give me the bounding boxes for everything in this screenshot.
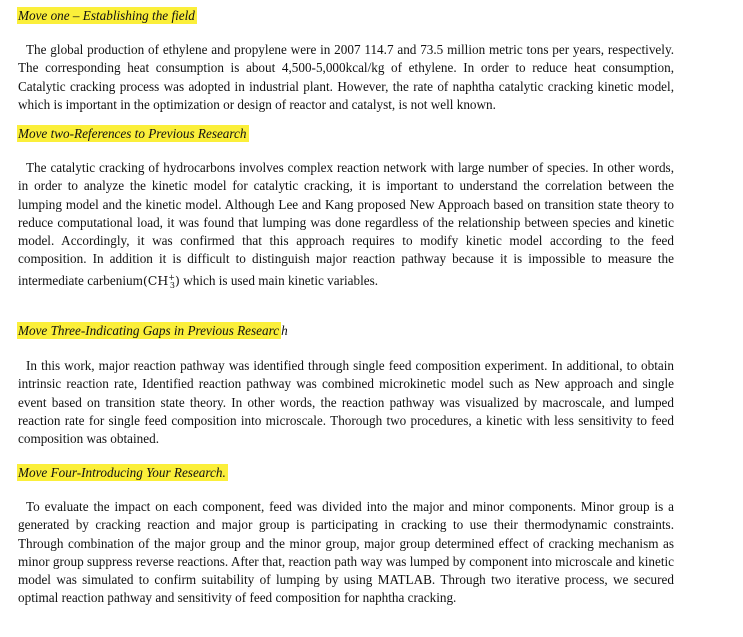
section-heading-move-two (17, 126, 249, 142)
formula-close-paren: ) (175, 272, 180, 288)
section-heading-move-three (17, 323, 288, 339)
section-heading-move-one (17, 8, 197, 24)
section-heading-move-four (17, 465, 228, 481)
heading-highlight: Move two-References to Previous Research (18, 126, 247, 141)
formula-open-paren: ( (142, 272, 148, 288)
formula-superscript: + (168, 272, 175, 282)
formula-subscript: 3 (169, 280, 176, 290)
heading-unhighlighted: h (281, 323, 288, 338)
paragraph-move-three: In this work, major reaction pathway was identified through single feed composition experiment. In additional, to obtain intrinsic reaction rate, Identified reaction pathway was combined microkinetic model such as New approach and single event based on transition state theory. In other words, the reaction pathway was visualized by macroscale, and lumped reaction rate for single feed composition into microscale. Thorough two procedures, a kinetic with less sensitivity to feed composition was obtained. (18, 358, 674, 447)
heading-highlight: Move Four-Introducing Your Research. (18, 465, 226, 480)
paragraph-text: The catalytic cracking of hydrocarbons involves complex reaction network with large number of species. In other words, in order to analyze the kinetic model for catalytic cracking, it is important to understand the correlation between the lumping model and the kinetic model. Although Lee and Kang proposed New Approach based on transition state theory to reduce computational load, it was found that lumping was done regardless of the relationship between species and kinetic model. Accordingly, it was confirmed that this approach requires to modify kinetic model according to the feed composition. In addition it is difficult to distinguish major reaction pathway because it is impossible to measure the intermediate carbenium (18, 160, 674, 288)
paragraph-move-one: The global production of ethylene and propylene were in 2007 114.7 and 73.5 million metric tons per years, respectively. The corresponding heat consumption is about 4,500-5,000kcal/kg of ethylene. In order to reduce heat consumption, Catalytic cracking process was adopted in industrial plant. However, the rate of naphtha catalytic cracking kinetic model, which is important in the optimization or design of reactor and catalyst, is not well known. (18, 42, 674, 112)
heading-highlight: Move Three-Indicating Gaps in Previous Researc (18, 323, 280, 338)
paragraph-move-four: To evaluate the impact on each component, feed was divided into the major and minor components. Minor group is a generated by cracking reaction and major group is participating in cracking to use their thermodynamic constraints. Through combination of the major group and the minor group, major group determined effect of cracking mechanism as minor group suppress reverse reactions. After that, reaction path way was lumped by component into microscale and kinetic model was simulated to confirm suitability of lumping by using MATLAB. Through two iterative process, we secured optimal reaction pathway and sensitivity of feed composition for naphtha cracking. (18, 499, 674, 606)
paragraph-move-two (18, 159, 674, 295)
paragraph-text-end: which is used main kinetic variables. (179, 272, 379, 288)
carbenium-formula (143, 273, 180, 288)
heading-highlight: Move one – Establishing the field (18, 8, 195, 23)
formula-base: CH (147, 272, 169, 288)
